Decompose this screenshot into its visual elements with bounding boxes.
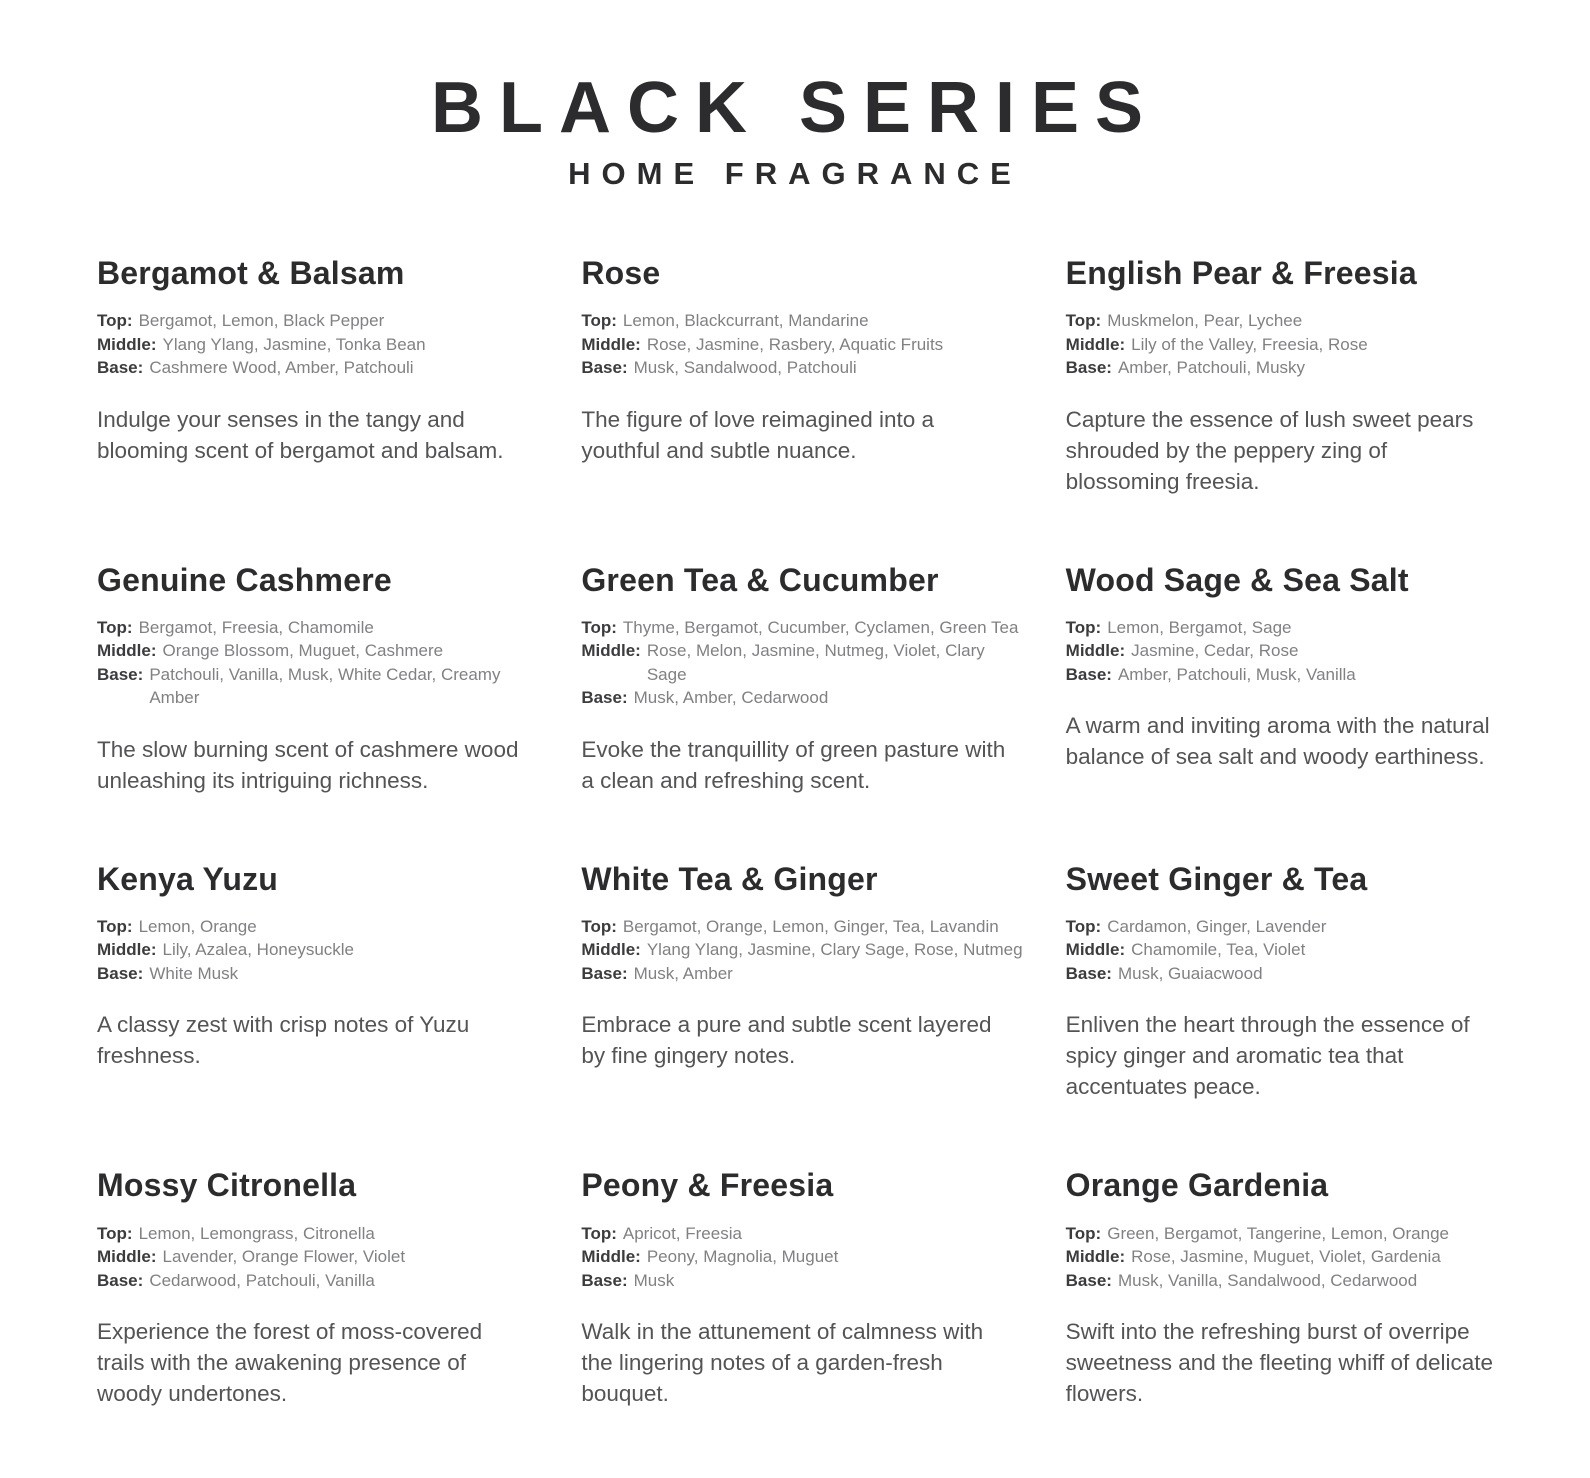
note-value: Lavender, Orange Flower, Violet [162, 1247, 406, 1267]
note-label: Base: [581, 963, 628, 983]
note-value: White Musk [149, 963, 239, 983]
note-line-top [581, 616, 1027, 639]
fragrance-card [581, 563, 1027, 796]
note-label: Top: [97, 916, 133, 936]
fragrance-notes [97, 1222, 543, 1292]
note-value: Cardamon, Ginger, Lavender [1107, 916, 1327, 936]
note-label: Top: [97, 1223, 133, 1243]
note-value: Cedarwood, Patchouli, Vanilla [149, 1270, 375, 1290]
note-value: Lemon, Bergamot, Sage [1107, 617, 1292, 637]
fragrance-card [97, 1168, 543, 1409]
fragrance-notes [1066, 616, 1512, 686]
fragrance-notes [97, 616, 543, 710]
note-value: Lemon, Orange [138, 916, 257, 936]
note-value: Rose, Melon, Jasmine, Nutmeg, Violet, Clary Sage [646, 641, 985, 684]
note-label: Middle: [97, 641, 157, 661]
note-label: Middle: [1065, 334, 1126, 354]
note-line-middle [1066, 1245, 1512, 1268]
fragrance-name: Bergamot & Balsam [97, 255, 405, 291]
fragrance-card [1066, 1168, 1512, 1409]
fragrance-description: Enliven the heart through the essence of spicy ginger and aromatic tea that accentuates peace. [1065, 1012, 1470, 1100]
note-line-top [1066, 1222, 1512, 1245]
note-line-top [97, 616, 543, 639]
fragrance-description: Experience the forest of moss-covered trails with the awakening presence of woody undertones. [97, 1319, 483, 1407]
note-line-top [97, 915, 543, 938]
fragrance-description: Capture the essence of lush sweet pears shrouded by the peppery zing of blossoming freesia. [1065, 406, 1474, 494]
note-label: Base: [581, 358, 628, 378]
note-label: Base: [1065, 664, 1112, 684]
note-value: Peony, Magnolia, Muguet [646, 1247, 839, 1267]
note-value: Chamomile, Tea, Violet [1131, 940, 1306, 960]
fragrance-name: Genuine Cashmere [97, 561, 392, 598]
note-value: Musk, Sandalwood, Patchouli [633, 358, 857, 378]
fragrance-card [97, 862, 543, 1072]
note-line-base [581, 1269, 1027, 1292]
note-value: Apricot, Freesia [622, 1223, 742, 1243]
note-line-middle [581, 639, 1027, 686]
note-line-top [581, 309, 1027, 332]
fragrance-card [581, 256, 1027, 466]
note-label: Top: [581, 1223, 617, 1243]
fragrance-notes [1066, 915, 1512, 985]
note-label: Middle: [1065, 940, 1126, 960]
fragrance-name: Green Tea & Cucumber [581, 561, 939, 598]
fragrance-name: Sweet Ginger & Tea [1065, 860, 1368, 897]
note-value: Rose, Jasmine, Muguet, Violet, Gardenia [1131, 1247, 1441, 1267]
note-line-middle [581, 333, 1027, 356]
fragrance-card [1066, 862, 1512, 1103]
note-label: Base: [581, 1270, 628, 1290]
note-value: Musk, Guaiacwood [1117, 963, 1263, 983]
note-line-base [581, 962, 1027, 985]
fragrance-name: Peony & Freesia [581, 1167, 834, 1204]
note-line-middle [1066, 639, 1512, 662]
note-label: Base: [97, 358, 144, 378]
note-label: Top: [97, 617, 133, 637]
note-value: Muskmelon, Pear, Lychee [1107, 311, 1303, 331]
note-label: Middle: [581, 1247, 641, 1267]
note-label: Top: [1065, 311, 1102, 331]
fragrance-grid [97, 256, 1512, 1409]
note-value: Lily, Azalea, Honeysuckle [162, 940, 355, 960]
fragrance-description: The figure of love reimagined into a youthful and subtle nuance. [581, 406, 935, 463]
note-value: Lemon, Blackcurrant, Mandarine [622, 311, 869, 331]
note-value: Ylang Ylang, Jasmine, Tonka Bean [162, 334, 426, 354]
fragrance-card [97, 256, 543, 466]
note-line-middle [1066, 333, 1512, 356]
note-label: Base: [97, 963, 144, 983]
fragrance-description: Walk in the attunement of calmness with the lingering notes of a garden-fresh bouquet. [581, 1319, 984, 1407]
note-value: Bergamot, Freesia, Chamomile [138, 617, 374, 637]
note-value: Orange Blossom, Muguet, Cashmere [162, 641, 444, 661]
note-label: Middle: [1065, 1247, 1126, 1267]
note-label: Base: [1065, 358, 1112, 378]
note-line-base [581, 356, 1027, 379]
note-value: Lily of the Valley, Freesia, Rose [1131, 334, 1368, 354]
note-line-middle [581, 938, 1027, 961]
note-value: Patchouli, Vanilla, Musk, White Cedar, Creamy Amber [149, 664, 501, 708]
fragrance-notes [1066, 309, 1512, 379]
note-value: Thyme, Bergamot, Cucumber, Cyclamen, Green Tea [622, 617, 1019, 637]
fragrance-description: Embrace a pure and subtle scent layered by fine gingery notes. [581, 1012, 992, 1069]
fragrance-name: White Tea & Ginger [581, 860, 878, 897]
fragrance-name: Orange Gardenia [1065, 1167, 1329, 1204]
note-value: Cashmere Wood, Amber, Patchouli [149, 358, 414, 378]
note-label: Middle: [97, 1247, 157, 1267]
note-line-middle [581, 1245, 1027, 1268]
note-label: Top: [1065, 916, 1102, 936]
note-label: Middle: [1065, 641, 1126, 661]
note-value: Musk, Amber, Cedarwood [633, 688, 829, 708]
note-line-middle [97, 333, 543, 356]
note-label: Middle: [581, 641, 641, 661]
note-label: Middle: [581, 940, 641, 960]
fragrance-card [97, 563, 543, 796]
fragrance-card [1066, 256, 1512, 497]
note-label: Base: [97, 664, 144, 684]
fragrance-description: Swift into the refreshing burst of overripe sweetness and the fleeting whiff of delicate flowers. [1065, 1319, 1494, 1407]
note-value: Ylang Ylang, Jasmine, Clary Sage, Rose, Nutmeg [646, 940, 1023, 960]
fragrance-description: Evoke the tranquillity of green pasture with a clean and refreshing scent. [581, 736, 1006, 793]
note-label: Middle: [97, 334, 157, 354]
fragrance-description: A classy zest with crisp notes of Yuzu freshness. [97, 1012, 470, 1069]
note-line-top [581, 1222, 1027, 1245]
note-value: Musk, Amber [633, 963, 733, 983]
fragrance-card [581, 862, 1027, 1072]
note-value: Green, Bergamot, Tangerine, Lemon, Orange [1107, 1223, 1449, 1243]
note-line-top [1066, 915, 1512, 938]
note-value: Rose, Jasmine, Rasbery, Aquatic Fruits [646, 334, 944, 354]
note-label: Base: [97, 1270, 144, 1290]
note-line-top [1066, 616, 1512, 639]
note-line-middle [1066, 938, 1512, 961]
fragrance-description: Indulge your senses in the tangy and blooming scent of bergamot and balsam. [97, 406, 504, 463]
note-line-base [1066, 356, 1512, 379]
note-label: Top: [1065, 1223, 1102, 1243]
note-value: Bergamot, Orange, Lemon, Ginger, Tea, Lavandin [622, 916, 999, 936]
fragrance-notes [581, 1222, 1027, 1292]
note-line-top [97, 309, 543, 332]
note-value: Musk [633, 1270, 675, 1290]
fragrance-card [581, 1168, 1027, 1409]
note-value: Amber, Patchouli, Musk, Vanilla [1117, 664, 1356, 684]
note-line-top [97, 1222, 543, 1245]
note-label: Top: [581, 617, 617, 637]
note-line-base [97, 356, 543, 379]
fragrance-description: The slow burning scent of cashmere wood unleashing its intriguing richness. [97, 736, 519, 793]
page-title: BLACK SERIES [430, 68, 1160, 148]
note-line-top [581, 915, 1027, 938]
note-label: Top: [97, 311, 133, 331]
fragrance-card [1066, 563, 1512, 773]
note-value: Bergamot, Lemon, Black Pepper [138, 311, 385, 331]
note-line-base [1066, 962, 1512, 985]
fragrance-description: A warm and inviting aroma with the natural balance of sea salt and woody earthiness. [1065, 713, 1490, 770]
fragrance-name: Kenya Yuzu [97, 860, 279, 897]
note-line-middle [97, 639, 543, 662]
page-subtitle: HOME FRAGRANCE [568, 156, 1022, 191]
note-line-base [97, 962, 543, 985]
fragrance-notes [97, 915, 543, 985]
fragrance-notes [581, 915, 1027, 985]
fragrance-notes [581, 309, 1027, 379]
note-label: Base: [1065, 963, 1112, 983]
note-value: Jasmine, Cedar, Rose [1131, 641, 1299, 661]
note-value: Musk, Vanilla, Sandalwood, Cedarwood [1117, 1270, 1418, 1290]
note-label: Top: [581, 916, 617, 936]
note-line-top [1066, 309, 1512, 332]
note-line-base [1066, 663, 1512, 686]
fragrance-name: English Pear & Freesia [1065, 255, 1417, 291]
note-label: Middle: [581, 334, 641, 354]
note-label: Top: [581, 311, 617, 331]
note-label: Top: [1065, 617, 1102, 637]
note-line-base [581, 686, 1027, 709]
header [0, 0, 1590, 192]
fragrance-notes [1066, 1222, 1512, 1292]
note-label: Base: [581, 688, 628, 708]
note-line-base [1066, 1269, 1512, 1292]
note-value: Amber, Patchouli, Musky [1117, 358, 1306, 378]
fragrance-notes [97, 309, 543, 379]
note-line-base [97, 1269, 543, 1292]
note-value: Lemon, Lemongrass, Citronella [138, 1223, 375, 1243]
note-line-base [97, 663, 543, 710]
note-label: Base: [1065, 1270, 1112, 1290]
note-label: Middle: [97, 940, 157, 960]
note-line-middle [97, 938, 543, 961]
fragrance-name: Rose [581, 255, 661, 291]
fragrance-name: Mossy Citronella [97, 1167, 357, 1204]
note-line-middle [97, 1245, 543, 1268]
fragrance-notes [581, 616, 1027, 710]
fragrance-name: Wood Sage & Sea Salt [1065, 561, 1409, 598]
